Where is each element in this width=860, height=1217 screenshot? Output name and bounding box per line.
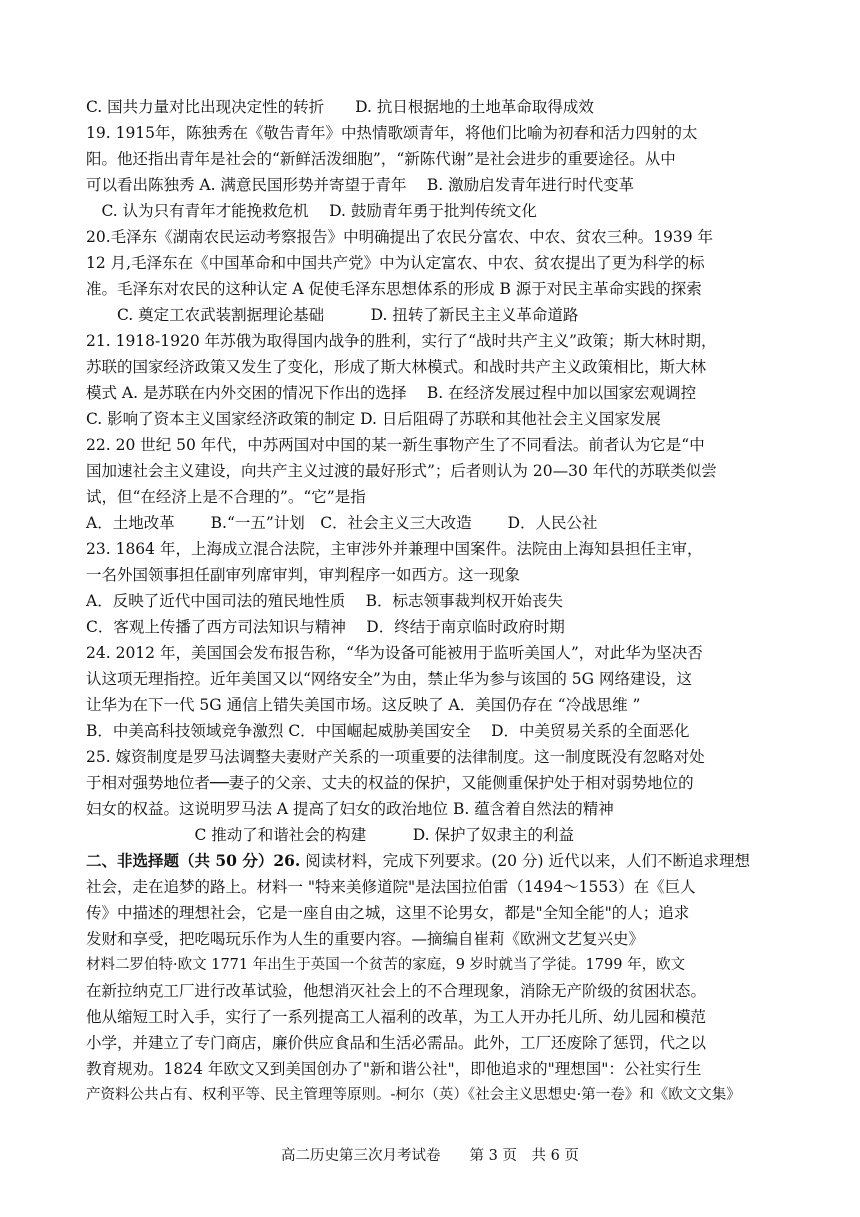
text-line: A．土地改革 B.“一五”计划 C．社会主义三大改造 D．人民公社 — [86, 514, 598, 532]
text-line: 一名外国领事担任副审列席审判，审判程序一如西方。这一现象 — [86, 566, 521, 584]
text-line: 可以看出陈独秀 A. 满意民国形势并寄望于青年 B. 激励启发青年进行时代变革 — [86, 176, 635, 194]
text-line: C. 奠定工农武装割据理论基础 D. 扭转了新民主主义革命道路 — [86, 306, 579, 324]
text-line: 21. 1918-1920 年苏俄为取得国内战争的胜利，实行了“战时共产主义”政策；斯大林时期， — [86, 332, 717, 350]
section-lead: 阅读材料，完成下列要求。(20 分) 近代以来，人们不断追求理想 — [300, 852, 750, 870]
section-heading-line — [86, 850, 750, 872]
text-line: C. 影响了资本主义国家经济政策的制定 D. 日后阻碍了苏联和其他社会主义国家发展 — [86, 410, 661, 428]
text-line: 24. 2012 年，美国国会发布报告称，“华为设备可能被用于监听美国人”，对此华为坚决否 — [86, 644, 703, 662]
text-line: 国加速社会主义建设，向共产主义过渡的最好形式”；后者则认为 20—30 年代的苏联类似尝 — [86, 462, 717, 480]
text-line: 阳。他还指出青年是社会的“新鲜活泼细胞”，“新陈代谢”是社会进步的重要途径。从中 — [86, 150, 676, 168]
text-line: 认这项无理指控。近年美国又以“网络安全”为由，禁止华为参与该国的 5G 网络建设，这 — [86, 670, 692, 688]
text-line: 小学，并建立了专门商店，廉价供应食品和生活必需品。此外，工厂还废除了惩罚，代之以 — [86, 1034, 707, 1052]
text-line: 于相对强势地位者──妻子的父亲、丈夫的权益的保护，又能侧重保护处于相对弱势地位的 — [86, 774, 694, 792]
text-line: 23. 1864 年，上海成立混合法院，主审涉外并兼理中国案件。法院由上海知县担任主审， — [86, 540, 703, 558]
text-line: 社会，走在追梦的路上。材料一 "特来美修道院"是法国拉伯雷（1494～1553）在《巨人 — [86, 878, 696, 896]
text-line: 苏联的国家经济政策又发生了变化，形成了斯大林模式。和战时共产主义政策相比，斯大林 — [86, 358, 707, 376]
text-line: 试，但“在经济上是不合理的”。“它”是指 — [86, 488, 366, 506]
text-line: C．客观上传播了西方司法知识与精神 D．终结于南京临时政府时期 — [86, 618, 565, 636]
text-line: 20.毛泽东《湖南农民运动考察报告》中明确提出了农民分富农、中农、贫农三种。1939 年 — [86, 228, 714, 246]
text-line: A．反映了近代中国司法的殖民地性质 B．标志领事裁判权开始丧失 — [86, 592, 564, 610]
text-line: 传》中描述的理想社会，它是一座自由之城，这里不论男女，都是"全知全能"的人；追求 — [86, 904, 690, 922]
text-line: 让华为在下一代 5G 通信上错失美国市场。这反映了 A．美国仍存在 “冷战思维 ” — [86, 696, 641, 714]
text-line: B．中美高科技领域竞争激烈 C．中国崛起威胁美国安全 D．中美贸易关系的全面恶化 — [86, 722, 690, 740]
text-line: 产资料公共占有、权利平等、民主管理等原则。-柯尔（英）《社会主义思想史·第一卷》和《欧文文集》 — [86, 1087, 741, 1103]
text-line: 准。毛泽东对农民的这种认定 A 促使毛泽东思想体系的形成 B 源于对民主革命实践的探索 — [86, 280, 702, 298]
text-line: 材料二罗伯特·欧文 1771 年出生于英国一个贫苦的家庭，9 岁时就当了学徒。1799 年，欧文 — [86, 957, 686, 973]
text-line: C. 国共力量对比出现决定性的转折 D. 抗日根据地的土地革命取得成效 — [86, 98, 594, 116]
text-line: C 推动了和谐社会的构建 D. 保护了奴隶主的利益 — [86, 826, 575, 844]
text-line: 在新拉纳克工厂进行改革试验，他想消灭社会上的不合理现象，消除无产阶级的贫困状态。 — [86, 982, 707, 1000]
text-line: 他从缩短工时入手，实行了一系列提高工人福利的改革，为工人开办托儿所、幼儿园和模范 — [86, 1008, 707, 1026]
text-line: 22. 20 世纪 50 年代，中苏两国对中国的某一新生事物产生了不同看法。前者认为它是“中 — [86, 436, 705, 454]
page-footer: 高二历史第三次月考试卷 第 3 页 共 6 页 — [281, 1148, 579, 1164]
text-line: C. 认为只有青年才能挽救危机 D. 鼓励青年勇于批判传统文化 — [86, 202, 537, 220]
text-line: 模式 A. 是苏联在内外交困的情况下作出的选择 B. 在经济发展过程中加以国家宏观调控 — [86, 384, 697, 402]
text-line: 妇女的权益。这说明罗马法 A 提高了妇女的政治地位 B. 蕴含着自然法的精神 — [86, 800, 614, 818]
text-line: 19. 1915年，陈独秀在《敬告青年》中热情歌颂青年，将他们比喻为初春和活力四射的太 — [86, 124, 698, 142]
section-heading: 二、非选择题（共 50 分）26. — [86, 851, 301, 870]
text-line: 发财和享受，把吃喝玩乐作为人生的重要内容。—摘编自崔莉《欧洲文艺复兴史》 — [86, 930, 645, 948]
text-line: 教育规劝。1824 年欧文又到美国创办了"新和谐公社"，即他追求的"理想国"：公社实行生 — [86, 1060, 702, 1078]
text-line: 25. 嫁资制度是罗马法调整夫妻财产关系的一项重要的法律制度。这一制度既没有忽略对处 — [86, 748, 705, 766]
text-line: 12 月,毛泽东在《中国革命和中国共产党》中为认定富农、中农、贫农提出了更为科学的标 — [86, 254, 705, 272]
